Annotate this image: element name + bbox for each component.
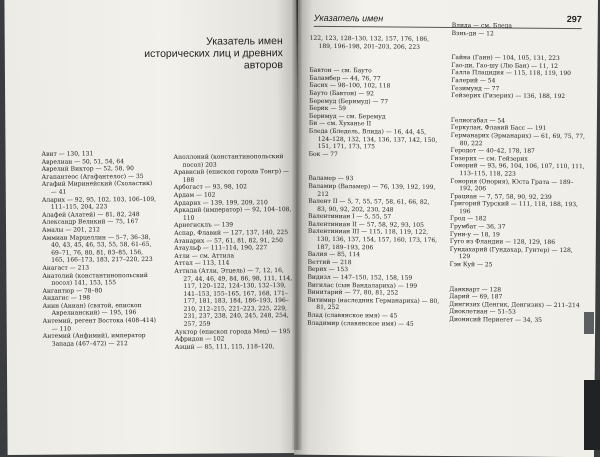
- index-entry: Ардарих — 139, 199, 209, 210: [173, 198, 268, 207]
- index-entry: Агапантеос (Агафантелос) — 35: [41, 172, 144, 181]
- letter-group-gap: [450, 275, 586, 281]
- index-entry: Взнь-ди — 12: [451, 29, 494, 38]
- index-entry: Авит — 130, 131: [41, 150, 94, 158]
- index-entry: Диоклетиан — 51–53: [449, 308, 516, 317]
- index-entry: Аврелий Виктор — 52, 58, 90: [41, 165, 134, 173]
- page-number: 297: [566, 14, 582, 25]
- index-entry: Гезимунд — 77: [451, 84, 500, 93]
- left-index-column-2: [174, 153, 293, 351]
- index-entry: Грумбат — 36, 37: [449, 223, 506, 231]
- index-entry: Вигилас (сын Вандалариха) — 199: [307, 281, 418, 290]
- index-entry: Грациан — 7, 57, 58, 90, 92, 239: [450, 192, 552, 201]
- index-entry: Берик — 59: [308, 104, 347, 113]
- index-entry: Валия — 85, 114: [307, 251, 361, 259]
- index-entry: Гайна (Гаин) — 104, 105, 131, 223: [451, 54, 560, 63]
- index-entry: Афридон — 102: [174, 335, 225, 344]
- index-entry: Валентиниан I — 5, 55, 57: [308, 213, 392, 221]
- index-entry: Владимир (славянское имя) — 45: [307, 319, 414, 328]
- index-entry: Беремуд (Беримуд) — 77: [309, 97, 389, 106]
- index-entry: Амалы — 201, 212: [42, 226, 100, 234]
- index-entry: Арбогаст — 93, 98, 102: [173, 183, 247, 192]
- index-entry: Валамер — 93: [308, 175, 354, 183]
- binder-clip: [584, 380, 600, 450]
- index-entry: Валентиниан II — 57, 58, 92, 93, 105: [307, 220, 424, 229]
- index-entry: Гизерих — см. Гейзерих: [450, 154, 528, 163]
- index-title-line-1: Указатель имен: [206, 35, 283, 48]
- index-entry: Верих — 153: [307, 266, 349, 274]
- index-entry: Атаульф — 111–114, 190, 227: [174, 244, 268, 252]
- index-entry: Влад (славянское имя) — 45: [307, 311, 398, 320]
- index-entry: Валентиниан III — 115, 118, 119, 122, 130, 136, 137, 154, 157, 160, 173, 176, 187, 189–193, 206: [307, 228, 438, 252]
- index-entry: Алафей (Алатей) — 81, 82, 248: [41, 210, 140, 219]
- index-entry: Гонорий — 93, 96, 104, 106, 107, 110, 111, 113–115, 118, 223: [450, 162, 585, 178]
- index-entry: Геродот — 40–42, 178, 187: [450, 147, 535, 155]
- index-entry: Веттий — 218: [307, 258, 352, 267]
- index-entry: Дингизих (Денгик, Денгизих) — 211–214: [449, 300, 580, 309]
- index-entry: Аммиан Марцеллин — 5–7, 36–38, 40, 43, 45, 46, 53, 55, 58, 61–65, 69–71, 76, 80, 81, 83–85, 156, 165, 166–173, 183, 217–220, 223: [42, 233, 153, 265]
- right-index-column-1: [307, 35, 442, 328]
- index-entry: Аттила (Атли, Этцель) — 7, 12, 16, 27, 44, 46, 49, 84, 86, 98, 111, 114, 117, 120–122, 124–130, 132–139, 141–153, 155–165, 167, 168, 171–177, 181, 183, 184, 186–193, 196–210, 212–215, 221–223, 225, 229, 231, 237, 238, 240, 245, 248, 254, 257, 259: [174, 266, 293, 328]
- index-entry: Аврелиан — 50, 51, 54, 64: [41, 157, 125, 166]
- index-entry: Влида — см. Бледа: [451, 22, 512, 30]
- letter-group-gap: [451, 106, 587, 112]
- book-gutter: [292, 0, 302, 450]
- index-entry: Андагис — 198: [42, 294, 91, 303]
- index-entry: Гэн Куй — 25: [449, 261, 493, 269]
- index-entry: Антемий (Анфимий), император Запада (467–472) — 212: [42, 332, 146, 348]
- index-entry: Атли — см. Аттила: [174, 252, 235, 260]
- binder-clip-small: [584, 312, 594, 334]
- letter-group-gap: [309, 56, 441, 62]
- index-title: [133, 35, 283, 72]
- index-entry: Гелиогабал — 54: [450, 116, 506, 125]
- index-title-line-2: исторических лиц и древних авторов: [144, 47, 283, 72]
- index-entry: Анагаст — 213: [42, 264, 90, 272]
- index-entry: Анатолий (константинопольский посол) 141, 153, 155: [42, 271, 148, 287]
- index-entry: Аспар, Флавий — 127, 137, 140, 225: [174, 228, 289, 237]
- index-entry: Анин (Аниан) (святой, епископ Аврелианский) — 195, 196: [42, 301, 142, 318]
- index-entry: Гуни-у — 18, 19: [449, 230, 500, 239]
- index-entry: Винитарий — 77, 80, 81, 252: [307, 289, 399, 297]
- index-entry: Ауктор (епископ города Мец) — 195: [174, 327, 291, 336]
- letter-group-gap: [452, 43, 588, 49]
- index-entry: Германарих (Эрманарих) — 61, 69, 75, 77, 80, 222: [450, 131, 585, 147]
- index-entry: Галла Плацидия — 115, 118, 119, 190: [451, 69, 572, 78]
- index-entry: Ардам — 102: [173, 191, 216, 199]
- index-entry: Гундахарий (Гундахар, Гунтер) — 128, 129: [449, 245, 573, 261]
- index-entry: Валамир (Валамер) — 76, 139, 192, 199, 212: [308, 182, 436, 198]
- index-entry: Антемий, регент Востока (408–414) — 110: [42, 317, 157, 333]
- index-entry: Бледа (Бледель, Влида) — 16, 44, 45, 124–128, 132, 134, 136, 137, 142, 150, 151, 171, 173, 175: [308, 127, 438, 151]
- index-entry: Аполлоний (константинопольский посол) 203: [173, 153, 284, 169]
- index-entry: Бок — 77: [308, 150, 338, 158]
- index-entry: Дарий — 69, 187: [449, 293, 503, 301]
- index-entry: Геркулан, Флавий Басс — 191: [450, 124, 547, 133]
- left-index-column-1: [41, 150, 158, 348]
- index-entry: Ангантюр — 78–80: [42, 287, 103, 295]
- index-entry: Аттал — 113, 114: [174, 259, 230, 268]
- index-entry: Арависий (епископ города Тонгр) — 188: [173, 168, 290, 184]
- index-entry: Агафий Миринейский (Схоластик) — 41: [41, 180, 153, 196]
- index-entry: Басих — 98–100, 102, 118: [309, 82, 391, 90]
- index-entry: Бавтон — см. Баутo: [309, 66, 372, 75]
- index-entry: Гао-ди, Гао-шу (Лю Бан) — 11, 12: [451, 61, 559, 70]
- index-entry: Гуго из Фландии — 128, 129, 186: [449, 238, 556, 247]
- index-entry: Галерий — 54: [451, 77, 496, 85]
- index-entry: Видизл — 147–150, 152, 158, 159: [307, 273, 413, 282]
- index-entry: Григорий Турский — 111, 118, 188, 193, 196: [450, 200, 578, 216]
- index-entry: Грод — 182: [450, 215, 487, 223]
- index-entry: Арнегисклъ — 139: [173, 221, 234, 230]
- right-page: [294, 0, 598, 457]
- index-entry: Беримуд — см. Беремуд: [308, 112, 386, 121]
- index-entry: Валент II — 5, 7, 55, 57, 58, 61, 66, 82, 83, 90, 92, 202, 230, 248: [308, 197, 430, 214]
- index-entry: Витимир (наследник Германариха) — 80, 81, 252: [307, 296, 440, 312]
- index-entry: Бауто (Бавтон) — 92: [309, 89, 374, 98]
- index-entry: 122, 123, 128–130, 132, 157, 176, 186, 189, 196–198, 201–203, 206, 223: [309, 34, 430, 51]
- index-entry: Аэций — 85, 111, 115, 118–120,: [174, 342, 275, 351]
- index-entry: Аркадий (император) — 92, 104–108, 110: [173, 206, 292, 222]
- running-title: Указатель имен: [313, 12, 384, 24]
- index-entry: Баламбер — 44, 76, 77: [309, 74, 381, 83]
- index-entry: Гейзерих (Гизерих) — 136, 188, 192: [451, 92, 566, 101]
- index-entry: Дионисий Периегет — 34, 35: [449, 316, 543, 324]
- index-entry: Данкварт — 128: [449, 285, 502, 294]
- right-index-column-2: [449, 22, 588, 325]
- index-entry: Атанарих — 57, 61, 81, 82, 91, 250: [174, 236, 283, 245]
- left-page: [4, 0, 299, 455]
- index-entry: Александр Великий — 75, 167: [41, 218, 139, 227]
- index-entry: Би — см. Хуханье II: [308, 120, 372, 128]
- letter-group-gap: [308, 164, 440, 170]
- index-entry: Гонория (Онория), Юста Грата — 189–192, 206: [450, 177, 574, 193]
- index-entry: Аларих — 92, 95, 102, 103, 106–109, 111–115, 204, 223: [41, 195, 157, 211]
